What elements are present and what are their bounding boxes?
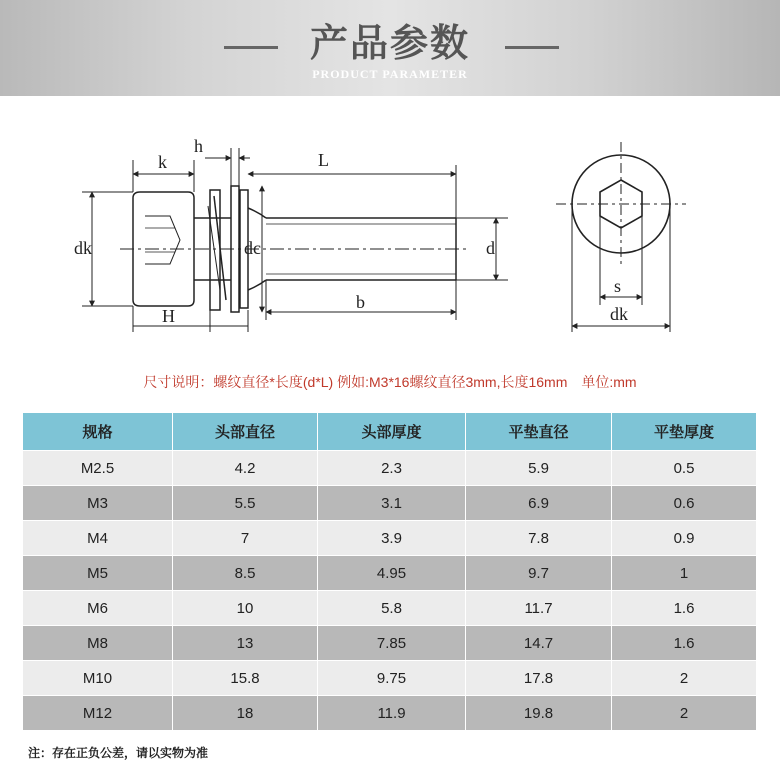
table-cell: 5.5	[173, 486, 318, 521]
table-cell: 1	[612, 556, 757, 591]
tolerance-footnote: 注：存在正负公差，请以实物为准	[28, 746, 209, 760]
table-row	[23, 661, 757, 696]
table-row	[23, 486, 757, 521]
table-cell: 9.7	[466, 556, 612, 591]
table-cell: 11.7	[466, 591, 612, 626]
table-cell: 6.9	[466, 486, 612, 521]
header-head-thickness: 头部厚度	[318, 413, 466, 451]
table-row	[23, 451, 757, 486]
table-cell: M2.5	[23, 451, 173, 486]
table-cell: M8	[23, 626, 173, 661]
table-cell: M6	[23, 591, 173, 626]
table-cell: 19.8	[466, 696, 612, 731]
table-cell: M12	[23, 696, 173, 731]
table-cell: 17.8	[466, 661, 612, 696]
table-cell: 2	[612, 661, 757, 696]
table-cell: 3.1	[318, 486, 466, 521]
table-cell: M5	[23, 556, 173, 591]
page-subtitle: PRODUCT PARAMETER	[312, 67, 468, 81]
header-head-diameter: 头部直径	[173, 413, 318, 451]
table-cell: 10	[173, 591, 318, 626]
table-cell: 7	[173, 521, 318, 556]
table-cell: 5.8	[318, 591, 466, 626]
table-cell: 3.9	[318, 521, 466, 556]
table-cell: 4.2	[173, 451, 318, 486]
label-h: h	[194, 136, 203, 156]
table-cell: 0.6	[612, 486, 757, 521]
label-L: L	[318, 150, 329, 170]
header-banner	[0, 0, 780, 96]
label-s: s	[614, 276, 622, 296]
table-cell: 11.9	[318, 696, 466, 731]
size-note: 尺寸说明：螺纹直径*长度(d*L) 例如:M3*16螺纹直径3mm,长度16mm 单位:mm	[143, 374, 637, 390]
table-row	[23, 626, 757, 661]
table-cell: 0.5	[612, 451, 757, 486]
parameter-table	[22, 412, 757, 731]
screw-technical-drawing	[0, 120, 780, 350]
label-b: b	[356, 292, 365, 312]
table-cell: 2	[612, 696, 757, 731]
label-dc: dc	[244, 238, 261, 258]
table-cell: 8.5	[173, 556, 318, 591]
table-header-row	[23, 413, 757, 451]
table-cell: M10	[23, 661, 173, 696]
banner-right-line	[505, 46, 559, 49]
label-end-dk: dk	[610, 304, 628, 324]
header-spec: 规格	[23, 413, 173, 451]
table-row	[23, 696, 757, 731]
table-cell: 18	[173, 696, 318, 731]
label-d: d	[486, 238, 495, 258]
table-cell: 7.85	[318, 626, 466, 661]
table-cell: M3	[23, 486, 173, 521]
table-row	[23, 521, 757, 556]
table-cell: 1.6	[612, 626, 757, 661]
table-cell: 2.3	[318, 451, 466, 486]
dimension-lines	[82, 148, 508, 332]
table-cell: 4.95	[318, 556, 466, 591]
header-washer-diameter: 平垫直径	[466, 413, 612, 451]
table-cell: 1.6	[612, 591, 757, 626]
table-cell: M4	[23, 521, 173, 556]
label-dk: dk	[74, 238, 92, 258]
table-cell: 15.8	[173, 661, 318, 696]
table-cell: 7.8	[466, 521, 612, 556]
table-cell: 13	[173, 626, 318, 661]
table-cell: 0.9	[612, 521, 757, 556]
header-washer-thickness: 平垫厚度	[612, 413, 757, 451]
label-H: H	[162, 306, 175, 326]
table-row	[23, 591, 757, 626]
table-cell: 14.7	[466, 626, 612, 661]
page-title: 产品参数	[309, 20, 470, 65]
table-row	[23, 556, 757, 591]
label-k: k	[158, 152, 167, 172]
table-cell: 9.75	[318, 661, 466, 696]
table-cell: 5.9	[466, 451, 612, 486]
